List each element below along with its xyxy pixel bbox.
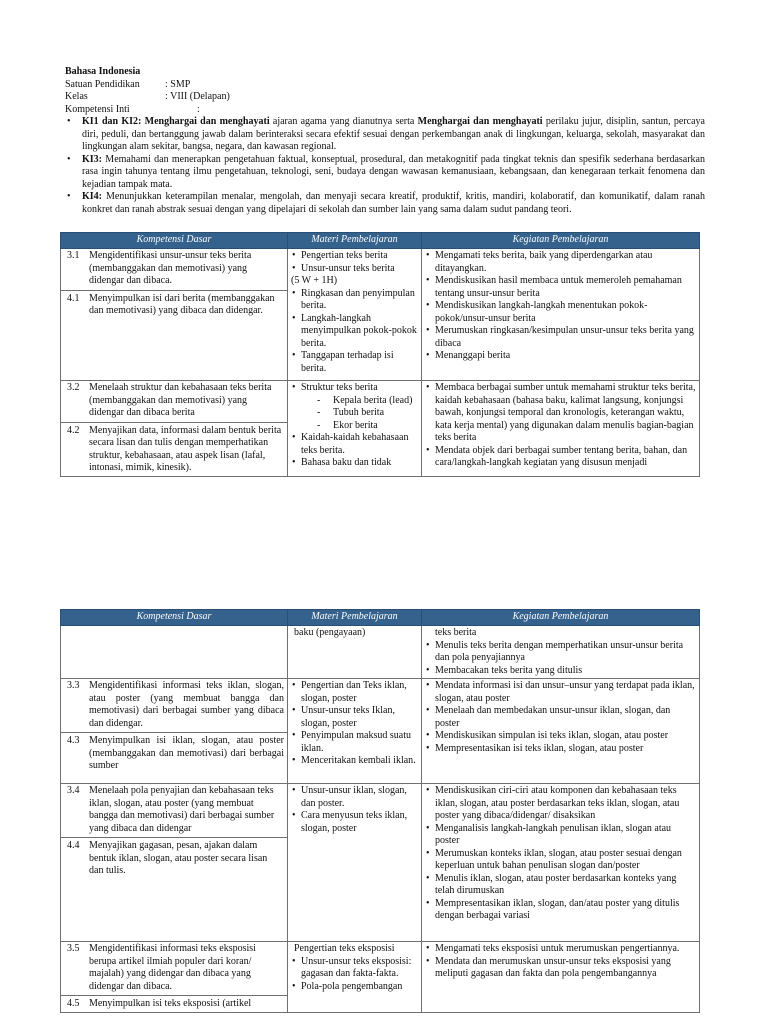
kegiatan-cell — [422, 784, 700, 942]
kd-cell — [61, 381, 288, 477]
list-item: • Mendata objek dari berbagai sumber tentang berita, bahan, dan cara/langkah-langkah kegiatan yang disusun menjadi — [425, 445, 696, 470]
list-item: • Ringkasan dan penyimpulan berita. — [291, 288, 418, 313]
materi-cell — [288, 626, 422, 679]
document-header — [65, 66, 705, 216]
column-header: Kegiatan Pembelajaran — [422, 233, 700, 249]
list-item: Pengertian teks eksposisi — [294, 943, 395, 954]
kd-cell — [61, 249, 288, 381]
materi-cell — [288, 249, 422, 381]
list-item: • Mendiskusikan simpulan isi teks iklan, slogan, atau poster — [425, 730, 696, 743]
kd-cell — [61, 679, 288, 784]
kd-cell — [61, 626, 288, 679]
list-item: • Pola-pola pengembangan — [291, 981, 418, 994]
list-item: • Unsur-unsur teks eksposisi: gagasan dan fakta-fakta. — [291, 956, 418, 981]
kd-item: 4.2 Menyajikan data, informasi dalam bentuk berita secara lisan dan tulis dengan memperhatikan struktur, kebahasaan, atau aspek lisan (lafal, intonasi, mimik, kinesik). — [61, 422, 287, 475]
info-row: Satuan Pendidikan : SMP — [65, 78, 191, 90]
list-item: • Mengamati teks eksposisi untuk merumuskan pengertiannya. — [425, 943, 696, 956]
competence-table-1 — [60, 232, 700, 477]
table-row — [61, 381, 700, 477]
list-item: • Unsur-unsur teks berita — [291, 263, 418, 276]
list-item: • Mendiskusikan ciri-ciri atau komponen dan kebahasaan teks iklan, slogan, atau poster berdasarkan teks iklan, slogan, atau poster yang dibaca/didengar/ disaksikan — [425, 785, 696, 823]
ki-item: • KI3: Memahami dan menerapkan pengetahuan faktual, konseptual, prosedural, dan metakognitif pada tingkat teknis dan spesifik sederhana berdasarkan rasa ingin tahunya tentang ilmu pengetahuan, teknologi, seni, budaya dengan wawasan kemanusiaan, kebangsaan, dan kenegaraan terkait fenomena dan kejadian tampak mata. — [65, 154, 705, 192]
list-item: • Menganalisis langkah-langkah penulisan iklan, slogan atau poster — [425, 823, 696, 848]
list-item: • Langkah-langkah menyimpulkan pokok-pokok berita. — [291, 313, 418, 351]
info-row: Kompetensi Inti : — [65, 103, 200, 115]
list-item: • Mendiskusikan hasil membaca untuk memeroleh pemahaman tentang unsur-unsur berita — [425, 275, 696, 300]
ki-item: • KI1 dan KI2: Menghargai dan menghayati ajaran agama yang dianutnya serta Menghargai dan menghayati perilaku jujur, disiplin, santun, percaya diri, peduli, dan bertanggung jawab dalam berinteraksi secara efektif sesuai dengan perkembangan anak di lingkungan, keluarga, sekolah, masyarakat dan lingkungan alam sekitar, bangsa, negara, dan kawasan regional. — [65, 116, 705, 154]
list-item: • Menceritakan kembali iklan. — [291, 755, 418, 768]
list-item: • Unsur-unsur teks Iklan, slogan, poster — [291, 705, 418, 730]
list-item: • Pengertian teks berita — [291, 250, 418, 263]
table-header-row — [61, 233, 700, 249]
list-item: • Penyimpulan maksud suatu iklan. — [291, 730, 418, 755]
list-item: • Mempresentasikan isi teks iklan, slogan, atau poster — [425, 743, 696, 756]
column-header: Kompetensi Dasar — [61, 233, 288, 249]
list-item: • Mendata dan merumuskan unsur-unsur teks eksposisi yang meliputi gagasan dan fakta dan pola pengembangannya — [425, 956, 696, 981]
list-item: baku (pengayaan) — [294, 627, 366, 638]
ki-item: • KI4: Menunjukkan keterampilan menalar, mengolah, dan menyaji secara kreatif, produktif, kritis, mandiri, kolaboratif, dan komunikatif, dalam ranah konkret dan ranah abstrak sesuai dengan yang dipelajari di sekolah dan sumber lain yang sama dalam sudut pandang teori. — [65, 191, 705, 216]
info-row: Kelas : VIII (Delapan) — [65, 91, 230, 102]
materi-cell — [288, 381, 422, 477]
materi-cell — [288, 784, 422, 942]
list-item: (5 W + 1H) — [291, 275, 338, 286]
table-row — [61, 679, 700, 784]
materi-cell — [288, 942, 422, 1013]
table-row — [61, 249, 700, 381]
table-header-row — [61, 610, 700, 626]
list-item: • Struktur teks berita — [291, 382, 418, 395]
kd-item: 4.1 Menyimpulkan isi dari berita (membanggakan dan memotivasi) yang dibaca dan didengar. — [61, 290, 287, 318]
kd-item: 3.3 Mengidentifikasi informasi teks iklan, slogan, atau poster (yang membuat bangga dan memotivasi) dari berbagai sumber yang dibaca dan didengar. — [67, 680, 284, 729]
list-item: • Pengertian dan Teks iklan, slogan, poster — [291, 680, 418, 705]
list-item: • Kaidah-kaidah kebahasaan teks berita. — [291, 432, 418, 457]
list-item: • Mendata informasi isi dan unsur–unsur yang terdapat pada iklan, slogan, atau poster — [425, 680, 696, 705]
kegiatan-cell — [422, 626, 700, 679]
kd-item: 4.5 Menyimpulkan isi teks eksposisi (artikel — [61, 995, 287, 1011]
subject-title: Bahasa Indonesia — [65, 66, 141, 77]
list-item: - Kepala berita (lead) — [317, 395, 418, 408]
kegiatan-cell — [422, 942, 700, 1013]
column-header: Kegiatan Pembelajaran — [422, 610, 700, 626]
kd-item: 4.4 Menyajikan gagasan, pesan, ajakan dalam bentuk iklan, slogan, atau poster secara lisan dan tulis. — [61, 837, 287, 878]
core-competence-list — [65, 116, 705, 216]
kd-item: 3.5 Mengidentifikasi informasi teks eksposisi berupa artikel ilmiah populer dari koran/ majalah) yang didengar dan dibaca yang didengar dan dibaca. — [67, 943, 256, 992]
kd-item: 3.4 Menelaah pola penyajian dan kebahasaan teks iklan, slogan, atau poster (yang membuat bangga dan memotivasi) dari berbagai sumber yang dibaca dan didengar — [67, 785, 275, 834]
list-item: • Mempresentasikan iklan, slogan, dan/atau poster yang ditulis dengan berbagai variasi — [425, 898, 696, 923]
column-header: Materi Pembelajaran — [288, 610, 422, 626]
kd-item: 3.2 Menelaah struktur dan kebahasaan teks berita (membanggakan dan memotivasi) yang didengar dan dibaca berita — [67, 382, 272, 418]
list-item: • Menulis teks berita dengan memperhatikan unsur-unsur berita dan pola penyajiannya — [425, 640, 696, 665]
list-item: • Mendiskusikan langkah-langkah menentukan pokok-pokok/unsur-unsur berita — [425, 300, 696, 325]
kd-item: 4.3 Menyimpulkan isi iklan, slogan, atau poster (membanggakan dan memotivasi) dari berbagai sumber — [61, 732, 287, 773]
list-item: • Tanggapan terhadap isi berita. — [291, 350, 418, 375]
list-item: • Merumuskan konteks iklan, slogan, atau poster sesuai dengan keperluan untuk bahan penulisan slogan dan/poster — [425, 848, 696, 873]
list-item: • Cara menyusun teks iklan, slogan, poster — [291, 810, 418, 835]
list-item: - Ekor berita — [317, 420, 418, 433]
column-header: Materi Pembelajaran — [288, 233, 422, 249]
list-item: • Mengamati teks berita, baik yang diperdengarkan atau ditayangkan. — [425, 250, 696, 275]
kd-item: 3.1 Mengidentifikasi unsur-unsur teks berita (membanggakan dan memotivasi) yang didengar dan dibaca. — [67, 250, 252, 286]
kegiatan-cell — [422, 679, 700, 784]
competence-table-2 — [60, 609, 700, 1013]
list-item: • Membacakan teks berita yang ditulis — [425, 665, 696, 678]
materi-cell — [288, 679, 422, 784]
table-row — [61, 626, 700, 679]
table-row — [61, 942, 700, 1013]
kegiatan-cell — [422, 249, 700, 381]
column-header: Kompetensi Dasar — [61, 610, 288, 626]
list-item: - Tubuh berita — [317, 407, 418, 420]
list-item: • Menanggapi berita — [425, 350, 696, 363]
list-item: • Unsur-unsur iklan, slogan, dan poster. — [291, 785, 418, 810]
list-item: • Membaca berbagai sumber untuk memahami struktur teks berita, kaidah kebahasaan (bahasa baku, kalimat langsung, konjungsi bawah, konjungsi temporal dan kronologis, keterangan waktu, kata kerja mental) yang digunakan dalam menulis bagian-bagian teks berita — [425, 382, 696, 445]
kd-cell — [61, 784, 288, 942]
list-item: • Menelaah dan membedakan unsur-unsur iklan, slogan, dan poster — [425, 705, 696, 730]
kegiatan-cell — [422, 381, 700, 477]
list-item: • Bahasa baku dan tidak — [291, 457, 418, 470]
list-item: teks berita — [435, 627, 477, 638]
table-row — [61, 784, 700, 942]
list-item: • Menulis iklan, slogan, atau poster berdasarkan konteks yang telah dirumuskan — [425, 873, 696, 898]
kd-cell — [61, 942, 288, 1013]
list-item: • Merumuskan ringkasan/kesimpulan unsur-unsur teks berita yang dibaca — [425, 325, 696, 350]
